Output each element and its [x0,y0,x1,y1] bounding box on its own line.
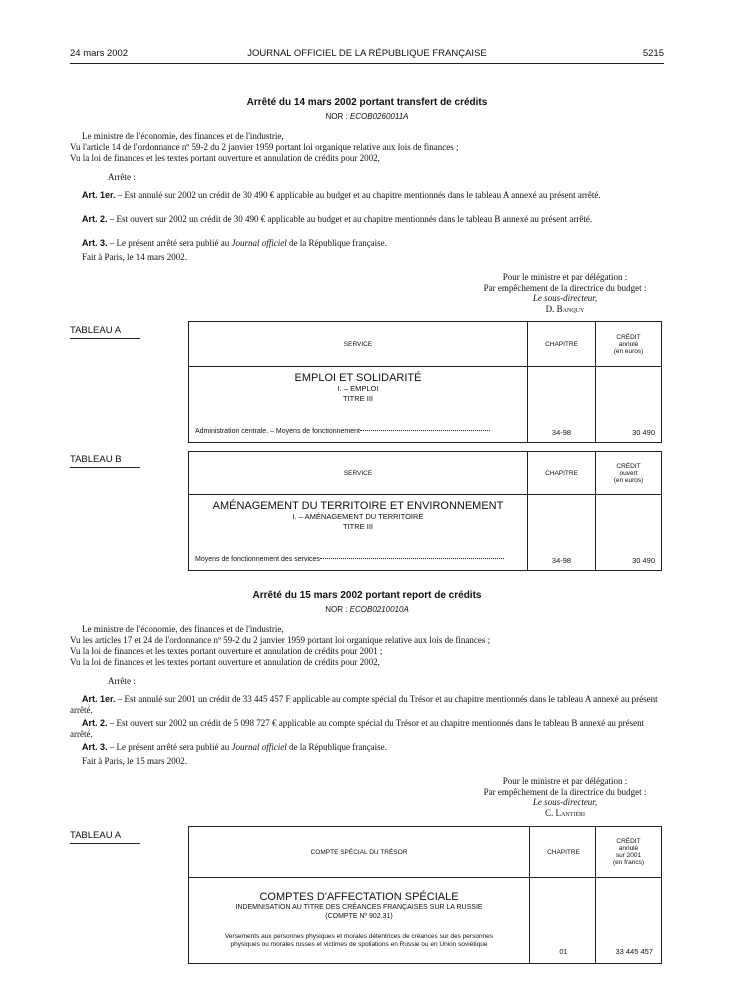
tableau-b1-sub1: I. – AMÉNAGEMENT DU TERRITOIRE [292,512,424,521]
tableau-a1-sub2: TITRE III [343,394,373,403]
arrete2-article-1: Art. 1er. – Est annulé sur 2001 un crédit de 33 445 457 F applicable au compte spécial du Trésor et au chapitre mentionnés dans le tableau A annexé au présent arrêté. [70,694,658,715]
tableau-a2-header-compte: COMPTE SPÉCIAL DU TRÉSOR [310,848,408,856]
tableau-b1-credit: 30 490 [632,556,655,565]
arrete1-nor: NOR : ECOB0260011A [325,112,409,121]
header-rule [70,63,664,64]
arrete1-arrete: Arrête : [108,172,136,182]
arrete2-article-3: Art. 3. – Le présent arrêté sera publié au Journal officiel de la République française. [82,742,387,752]
tableau-a1-credit: 30 490 [632,428,655,437]
arrete1-visa-2: Vu la loi de finances et les textes portant ouverture et annulation de crédits pour 2002, [70,153,380,163]
arrete1-article-3: Art. 3. – Le présent arrêté sera publié au Journal officiel de la République française. [82,238,387,248]
tableau-a1-header-chapitre: CHAPITRE [527,322,595,366]
header-page-number: 5215 [642,48,664,59]
tableau-a2-header-credit: CRÉDIT annulé sur 2001 (en francs) [595,827,661,877]
arrete1-article-1: Art. 1er. – Est annulé sur 2002 un crédit de 30 490 € applicable au budget et au chapitre mentionnés dans le tableau A annexé au présent arrêté. [82,190,601,200]
tableau-a2-section: COMPTES D'AFFECTATION SPÉCIALE [259,891,459,903]
arrete2-arrete: Arrête : [108,676,136,686]
arrete2-nor: NOR : ECOB0210010A [325,605,409,614]
tableau-a1-chapitre: 34-98 [551,428,572,437]
tableau-a2 [188,826,662,964]
arrete2-visa-2: Vu la loi de finances et les textes portant ouverture et annulation de crédits pour 2001 ; [70,646,383,656]
tableau-a1-header-service: SERVICE [343,340,373,348]
tableau-a2-label: TABLEAU A [70,830,140,844]
tableau-b1-header-chapitre: CHAPITRE [527,452,595,494]
arrete2-signature: Pour le ministre et par délégation : Par empêchement de la directrice du budget : Le sous-directeur, C. Lantiéri [483,776,647,818]
tableau-a1-label: TABLEAU A [70,325,140,339]
tableau-a1-header-credit: CRÉDIT annulé (en euros) [595,322,661,366]
arrete2-visa-1: Vu les articles 17 et 24 de l'ordonnance nº 59-2 du 2 janvier 1959 portant loi organique relative aux lois de finances ; [70,635,491,645]
arrete2-visa-0: Le ministre de l'économie, des finances et de l'industrie, [82,624,284,634]
tableau-a1-section: EMPLOI ET SOLIDARITÉ [294,372,422,384]
arrete1-article-2: Art. 2. – Est ouvert sur 2002 un crédit de 30 490 € applicable au budget et au chapitre mentionnés dans le tableau B annexé au présent arrêté. [82,214,593,224]
tableau-b1-section: AMÉNAGEMENT DU TERRITOIRE ET ENVIRONNEMENT [212,500,504,512]
tableau-b1-header-service: SERVICE [343,469,373,477]
arrete2-fait: Fait à Paris, le 15 mars 2002. [82,756,187,766]
tableau-a2-sub1: INDEMNISATION AU TITRE DES CRÉANCES FRANÇAISES SUR LA RUSSIE [235,904,483,911]
arrete1-fait: Fait à Paris, le 14 mars 2002. [82,252,187,262]
arrete1-visa-1: Vu l'article 14 de l'ordonnance nº 59-2 du 2 janvier 1959 portant loi organique relative aux lois de finances ; [70,142,459,152]
header-journal: JOURNAL OFFICIEL DE LA RÉPUBLIQUE FRANÇAISE [247,48,487,59]
arrete2-article-2: Art. 2. – Est ouvert sur 2002 un crédit de 5 098 727 € applicable au compte spécial du Trésor et au chapitre mentionnés dans le tableau B annexé au présent arrêté. [70,718,645,739]
tableau-b1-chapitre: 34-98 [551,556,572,565]
tableau-b1-sub2: TITRE III [343,522,373,531]
tableau-a2-sub2: (COMPTE Nº 902.31) [325,913,393,920]
header-date: 24 mars 2002 [70,48,129,59]
tableau-a1 [188,321,662,443]
tableau-a2-chapitre: 01 [559,947,568,956]
tableau-a1-sub1: I. – EMPLOI [337,384,379,393]
arrete2-title: Arrêté du 15 mars 2002 portant report de crédits [252,590,482,601]
arrete1-title: Arrêté du 14 mars 2002 portant transfert de crédits [246,97,488,108]
arrete1-visa-0: Le ministre de l'économie, des finances et de l'industrie, [82,131,284,141]
tableau-a2-line: Versements aux personnes physiques et morales détentrices de créances sur des personnes physiques ou morales russes et victimes de spoliations en Russie ou en Union soviétique [224,933,494,948]
tableau-b1 [188,451,662,571]
tableau-b1-line: Moyens de fonctionnement des services [195,556,521,563]
tableau-a2-credit: 33 445 457 [615,947,653,956]
arrete2-visa-3: Vu la loi de finances et les textes portant ouverture et annulation de crédits pour 2002, [70,657,380,667]
arrete1-signature: Pour le ministre et par délégation : Par empêchement de la directrice du budget : Le sous-directeur, D. Banquy [483,272,647,314]
tableau-b1-label: TABLEAU B [70,454,140,468]
tableau-a1-line: Administration centrale. – Moyens de fonctionnement [195,428,521,435]
tableau-a2-header-chapitre: CHAPITRE [529,827,597,877]
tableau-b1-header-credit: CRÉDIT ouvert (en euros) [595,452,661,494]
